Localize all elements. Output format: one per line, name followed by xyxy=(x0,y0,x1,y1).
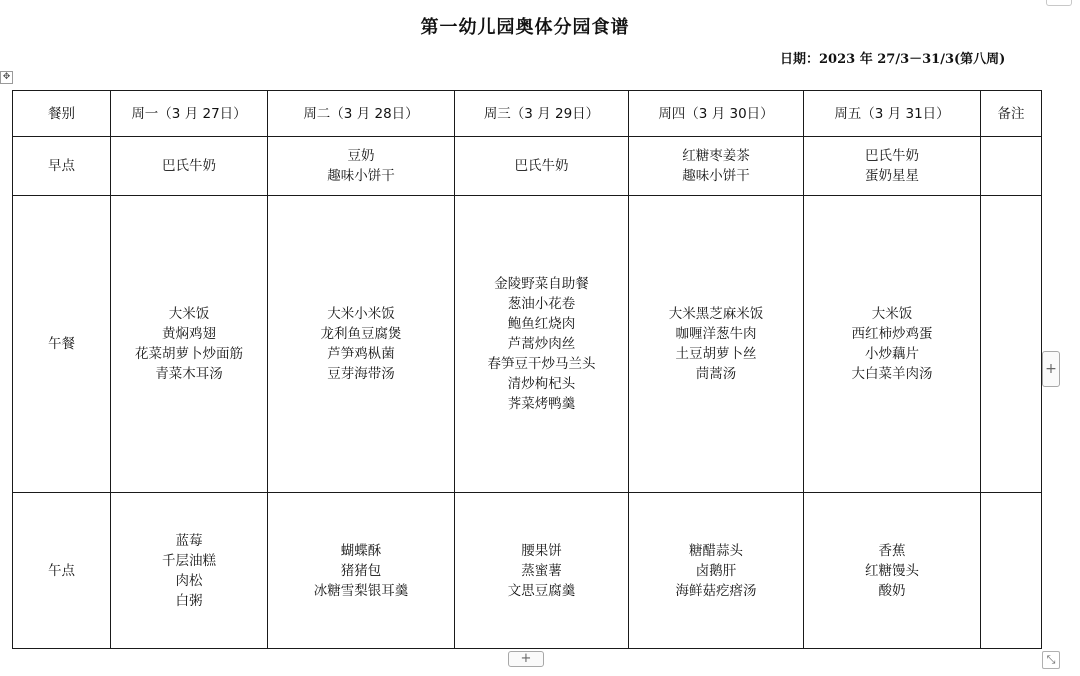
menu-item: 豆芽海带汤 xyxy=(327,366,395,382)
notes-cell xyxy=(981,196,1042,493)
menu-item: 花菜胡萝卜炒面筋 xyxy=(135,346,243,362)
menu-item: 红糖枣姜茶 xyxy=(682,148,750,164)
menu-item: 鲍鱼红烧肉 xyxy=(507,316,576,332)
menu-item: 金陵野菜自助餐 xyxy=(494,276,589,292)
menu-cell-tuesday xyxy=(268,493,455,649)
menu-cell-friday xyxy=(804,493,981,649)
resize-icon: ⤡ xyxy=(1046,653,1056,666)
header-cell-tuesday: 周二（3 月 28日） xyxy=(268,91,455,137)
plus-icon: + xyxy=(520,651,532,666)
menu-cell-tuesday xyxy=(268,137,455,196)
header-cell-monday: 周一（3 月 27日） xyxy=(111,91,268,137)
add-row-button[interactable] xyxy=(508,651,544,667)
table-row xyxy=(13,493,1042,649)
menu-item: 芦蒿炒肉丝 xyxy=(507,336,576,352)
header-cell-meal: 餐别 xyxy=(13,91,111,137)
plus-icon: + xyxy=(1045,361,1057,377)
menu-body xyxy=(13,137,1042,649)
menu-item: 蛋奶星星 xyxy=(865,168,919,184)
menu-item: 西红柿炒鸡蛋 xyxy=(851,326,933,342)
menu-item: 小炒藕片 xyxy=(865,346,919,362)
page-corner-marker xyxy=(1046,0,1072,6)
menu-item: 腰果饼 xyxy=(521,542,562,559)
menu-item: 文思豆腐羹 xyxy=(507,582,576,599)
menu-item: 酸奶 xyxy=(878,582,906,599)
notes-cell xyxy=(981,137,1042,196)
menu-item: 大米黑芝麻米饭 xyxy=(668,306,764,322)
menu-item: 春笋豆干炒马兰头 xyxy=(487,356,596,372)
menu-item: 茼蒿汤 xyxy=(695,366,737,382)
menu-cell-wednesday xyxy=(455,137,629,196)
page-title: 第一幼儿园奥体分园食谱 xyxy=(420,17,630,38)
table-resize-handle[interactable] xyxy=(1042,651,1060,669)
menu-item: 趣味小饼干 xyxy=(327,168,395,184)
menu-cell-monday xyxy=(111,196,268,493)
menu-item: 卤鹅肝 xyxy=(695,562,737,579)
menu-item: 猪猪包 xyxy=(340,562,382,579)
menu-item: 黄焖鸡翅 xyxy=(162,326,216,342)
menu-item: 土豆胡萝卜丝 xyxy=(675,346,757,362)
menu-item: 大米饭 xyxy=(871,306,913,322)
menu-item: 咖喱洋葱牛肉 xyxy=(675,326,757,342)
menu-item: 冰糖雪梨银耳羹 xyxy=(313,582,409,599)
header-cell-thursday: 周四（3 月 30日） xyxy=(629,91,804,137)
menu-item: 蓝莓 xyxy=(175,532,203,549)
menu-item: 巴氏牛奶 xyxy=(514,158,569,174)
header-cell-notes: 备注 xyxy=(981,91,1042,137)
menu-item: 荠菜烤鸭羹 xyxy=(507,396,576,412)
menu-item: 葱油小花卷 xyxy=(507,296,576,312)
menu-item: 千层油糕 xyxy=(162,552,216,569)
menu-item: 肉松 xyxy=(175,572,203,589)
menu-cell-monday xyxy=(111,137,268,196)
menu-item: 糖醋蒜头 xyxy=(689,542,743,559)
meal-type-cell: 午点 xyxy=(13,493,111,649)
menu-item: 大白菜羊肉汤 xyxy=(851,366,933,382)
header-cell-wednesday: 周三（3 月 29日） xyxy=(455,91,629,137)
menu-item: 巴氏牛奶 xyxy=(162,158,216,174)
menu-item: 蒸蜜薯 xyxy=(521,562,562,579)
menu-cell-wednesday xyxy=(455,493,629,649)
menu-item: 白粥 xyxy=(175,592,203,609)
menu-cell-thursday xyxy=(629,493,804,649)
menu-item: 清炒枸杞头 xyxy=(507,376,576,392)
move-icon: ✥ xyxy=(2,72,11,82)
menu-item: 芦笋鸡枞菌 xyxy=(327,346,395,362)
menu-item: 豆奶 xyxy=(347,148,375,164)
header-cell-friday: 周五（3 月 31日） xyxy=(804,91,981,137)
menu-cell-thursday xyxy=(629,137,804,196)
menu-item: 青菜木耳汤 xyxy=(155,366,223,382)
menu-cell-friday xyxy=(804,196,981,493)
menu-cell-thursday xyxy=(629,196,804,493)
menu-item: 大米饭 xyxy=(168,306,210,322)
menu-table xyxy=(12,90,1042,649)
menu-item: 巴氏牛奶 xyxy=(865,148,919,164)
table-move-handle[interactable] xyxy=(0,71,13,84)
menu-item: 大米小米饭 xyxy=(327,306,395,322)
menu-item: 趣味小饼干 xyxy=(682,168,750,184)
menu-cell-tuesday xyxy=(268,196,455,493)
meal-type-cell: 早点 xyxy=(13,137,111,196)
header-row xyxy=(13,91,1042,137)
menu-cell-friday xyxy=(804,137,981,196)
meal-type-cell: 午餐 xyxy=(13,196,111,493)
menu-item: 蝴蝶酥 xyxy=(340,542,382,559)
table-row xyxy=(13,196,1042,493)
add-column-button[interactable] xyxy=(1042,351,1060,387)
menu-cell-monday xyxy=(111,493,268,649)
date-label: 日期：2023 年 27/3－31/3(第八周) xyxy=(780,52,1006,67)
notes-cell xyxy=(981,493,1042,649)
menu-item: 香蕉 xyxy=(878,542,906,559)
menu-item: 海鲜菇疙瘩汤 xyxy=(675,582,757,599)
table-row xyxy=(13,137,1042,196)
menu-item: 红糖馒头 xyxy=(865,562,919,579)
menu-cell-wednesday xyxy=(455,196,629,493)
menu-item: 龙利鱼豆腐煲 xyxy=(320,326,402,342)
